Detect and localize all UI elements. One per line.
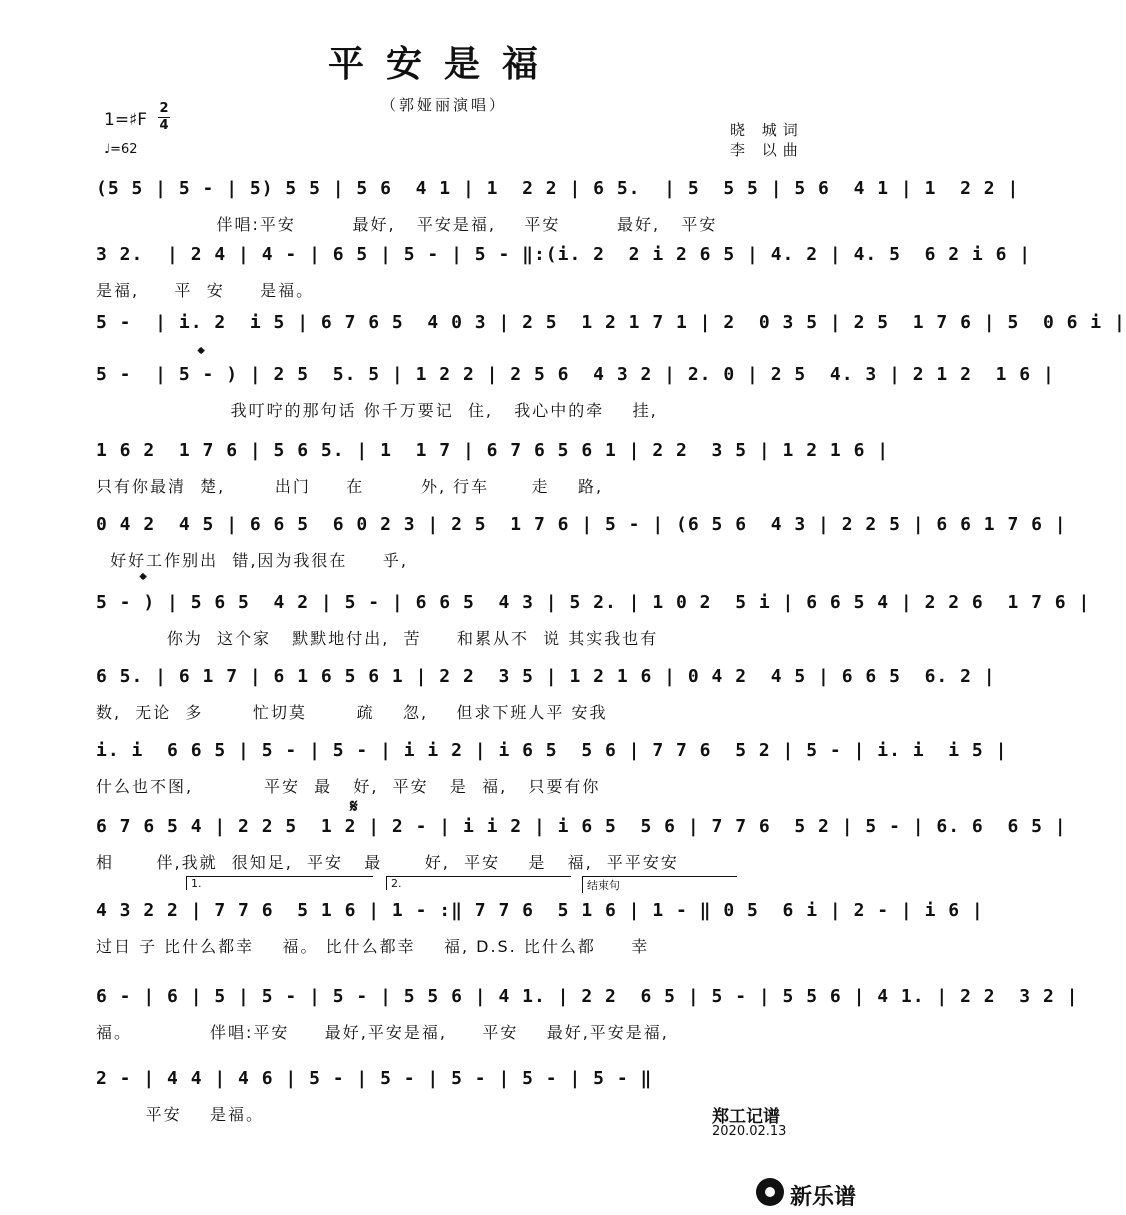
- score-row: [96, 816, 1067, 878]
- key-signature: 1=♯F: [104, 110, 148, 130]
- row-notes: 5 - | i. 2 i 5 | 6 7 6 5 4 0 3 | 2 5 1 2 1 7 1 | 2 0 3 5 | 2 5 1 7 6 | 5 0 6 i |: [96, 312, 1126, 333]
- row-lyric: 是福, 平 安 是福。: [96, 281, 315, 300]
- volta-second: 2.: [386, 876, 571, 890]
- row-notes: 3 2. | 2 4 | 4 - | 6 5 | 5 - | 5 - ‖:(i. 2 2 i 2 6 5 | 4. 2 | 4. 5 6 2 i 6 |: [96, 244, 1032, 265]
- row-lyric: 数, 无论 多 忙切莫 疏 忽, 但求下班人平 安我: [96, 703, 608, 722]
- row-notes: 1 6 2 1 7 6 | 5 6 5. | 1 1 7 | 6 7 6 5 6 1 | 2 2 3 5 | 1 2 1 6 |: [96, 440, 890, 461]
- page-title: 平安是福: [327, 44, 560, 85]
- row-notes: 6 5. | 6 1 7 | 6 1 6 5 6 1 | 2 2 3 5 | 1 2 1 6 | 0 4 2 4 5 | 6 6 5 6. 2 |: [96, 666, 996, 687]
- brand-name: 新乐谱: [790, 1185, 857, 1210]
- tempo-marking: ♩=62: [104, 142, 138, 157]
- volta-ending: 结束句: [582, 876, 737, 893]
- transcription-date: 2020.02.13: [712, 1124, 787, 1139]
- score-row: [96, 900, 984, 962]
- score-row: [96, 178, 1020, 240]
- row-notes: 5 - ) | 5 6 5 4 2 | 5 - | 6 6 5 4 3 | 5 2. | 1 0 2 5 i | 6 6 5 4 | 2 2 6 1 7 6 |: [96, 592, 1091, 613]
- score-row: [96, 592, 1091, 654]
- score-row: [96, 364, 1055, 426]
- row-lyric: 你为 这个家 默默地付出, 苦 和累从不 说 其实我也有: [96, 629, 659, 648]
- row-lyric: 什么也不图, 平安 最 好, 平安 是 福, 只要有你: [96, 777, 601, 796]
- row-notes: 0 4 2 4 5 | 6 6 5 6 0 2 3 | 2 5 1 7 6 | 5 - | (6 5 6 4 3 | 2 2 5 | 6 6 1 7 6 |: [96, 514, 1067, 535]
- score-row: [96, 666, 996, 728]
- score-row: [96, 244, 1032, 306]
- row-notes: 6 - | 6 | 5 | 5 - | 5 - | 5 5 6 | 4 1. | 2 2 6 5 | 5 - | 5 5 6 | 4 1. | 2 2 3 2 |: [96, 986, 1079, 1007]
- time-sig-top: 2: [159, 101, 169, 116]
- transcriber-stamp: 郑工记谱: [712, 1107, 780, 1127]
- row-notes: 4 3 2 2 | 7 7 6 5 1 6 | 1 - :‖ 7 7 6 5 1 6 | 1 - ‖ 0 5 6 i | 2 - | i 6 |: [96, 900, 984, 921]
- brand-disc-icon: [756, 1178, 784, 1206]
- row-notes: i. i 6 6 5 | 5 - | 5 - | i i 2 | i 6 5 5 6 | 7 7 6 5 2 | 5 - | i. i i 5 |: [96, 740, 1008, 761]
- lyricist: 晓 城词: [730, 121, 804, 139]
- score-row: [96, 986, 1079, 1048]
- row-notes: 2 - | 4 4 | 4 6 | 5 - | 5 - | 5 - | 5 - | 5 - ‖: [96, 1068, 653, 1089]
- score-row: [96, 740, 1008, 802]
- time-signature: [158, 102, 170, 133]
- segno-icon: 𝄋: [350, 796, 358, 817]
- singer-credit: （郭娅丽演唱）: [380, 96, 507, 114]
- credits: [730, 120, 804, 160]
- score-row: [96, 1068, 800, 1130]
- row-lyric: 好好工作别出 错,因为我很在 乎,: [96, 551, 408, 570]
- row-lyric: 过日 子 比什么都幸 福。 比什么都幸 福, D.S. 比什么都 幸: [96, 937, 650, 956]
- row-notes: 6 7 6 5 4 | 2 2 5 1 2 | 2 - | i i 2 | i 6 5 5 6 | 7 7 6 5 2 | 5 - | 6. 6 6 5 |: [96, 816, 1067, 837]
- row-lyric: 我叮咛的那句话 你千万要记 住, 我心中的牵 挂,: [96, 401, 658, 420]
- coda-icon: 𝄌: [140, 570, 147, 591]
- row-lyric: 伴唱:平安 最好, 平安是福, 平安 最好, 平安: [96, 215, 718, 234]
- composer: 李 以曲: [730, 141, 804, 159]
- score-row: [96, 514, 1067, 576]
- row-lyric: 只有你最清 楚, 出门 在 外, 行车 走 路,: [96, 477, 604, 496]
- time-sig-bottom: 4: [159, 118, 169, 133]
- row-lyric: 福。 伴唱:平安 最好,平安是福, 平安 最好,平安是福,: [96, 1023, 669, 1042]
- row-notes: (5 5 | 5 - | 5) 5 5 | 5 6 4 1 | 1 2 2 | 6 5. | 5 5 5 | 5 6 4 1 | 1 2 2 |: [96, 178, 1020, 199]
- row-notes: 5 - | 5 - ) | 2 5 5. 5 | 1 2 2 | 2 5 6 4 3 2 | 2. 0 | 2 5 4. 3 | 2 1 2 1 6 |: [96, 364, 1055, 385]
- coda-icon: 𝄌: [198, 344, 205, 365]
- score-row: [96, 440, 890, 502]
- row-lyric: 平安 是福。: [96, 1105, 264, 1124]
- volta-first: 1.: [186, 876, 373, 890]
- row-lyric: 相 伴,我就 很知足, 平安 最 好, 平安 是 福, 平平安安: [96, 853, 679, 872]
